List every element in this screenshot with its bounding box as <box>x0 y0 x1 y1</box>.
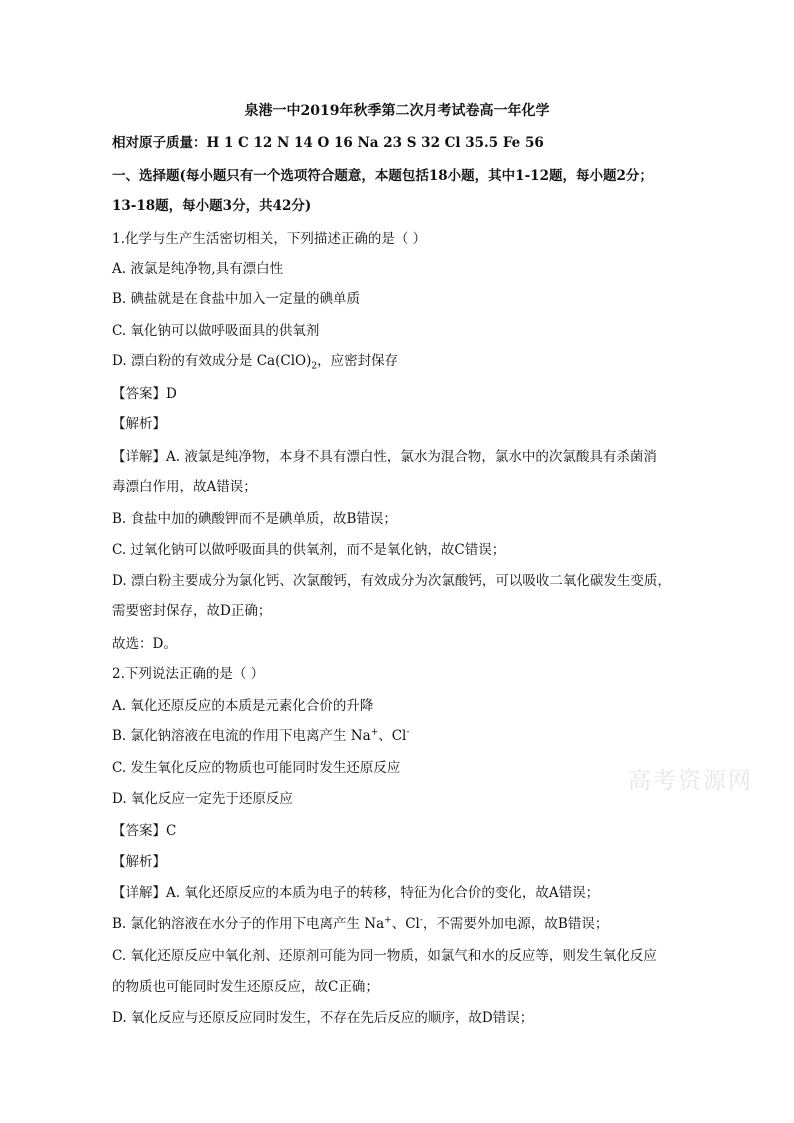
q2-analysis-heading: 【解析】 <box>112 854 166 870</box>
q2-option-b-text: B. 氯化钠溶液在电流的作用下电离产生 Na <box>112 728 371 744</box>
q1-option-c: C. 氧化钠可以做呼吸面具的供氧剂 <box>112 323 320 339</box>
page-title: 泉港一中2019年秋季第二次月考试卷高一年化学 <box>244 103 550 119</box>
q2-detail-line-1: 【详解】A. 氧化还原反应的本质为电子的转移，特征为化合价的变化，故A错误； <box>112 885 600 901</box>
q2-option-b-mid: 、Cl <box>378 728 407 744</box>
q1-option-a: A. 液氯是纯净物,具有漂白性 <box>112 261 284 277</box>
q2-detail-line-2-text: B. 氯化钠溶液在水分子的作用下电离产生 Na <box>112 916 385 932</box>
q2-option-c: C. 发生氧化反应的物质也可能同时发生还原反应 <box>112 760 401 776</box>
q1-option-d-tail: ，应密封保存 <box>317 353 399 369</box>
q1-detail-line-1: 【详解】A. 液氯是纯净物，本身不具有漂白性，氯水为混合物，氯水中的次氯酸具有杀菌消 <box>112 449 657 465</box>
q2-option-a: A. 氧化还原反应的本质是元素化合价的升降 <box>112 698 374 714</box>
q1-option-d <box>112 351 398 371</box>
q2-option-d: D. 氧化反应一定先于还原反应 <box>112 791 293 807</box>
q2-detail-line-2-sup-1: + <box>384 915 392 926</box>
q2-detail-line-4: 的物质也可能同时发生还原反应，故C正确； <box>112 979 379 995</box>
section-heading-line-1: 一、选择题(每小题只有一个选项符合题意，本题包括18小题，其中1-12题，每小题2分； <box>112 168 653 184</box>
q1-detail-line-3: B. 食盐中加的碘酸钾而不是碘单质，故B错误； <box>112 511 397 527</box>
q2-detail-line-3: C. 氧化还原反应中氧化剂、还原剂可能为同一物质，如氯气和水的反应等，则发生氧化反应 <box>112 948 657 964</box>
q1-conclusion: 故选：D。 <box>112 636 177 652</box>
q2-stem: 2.下列说法正确的是（ ） <box>112 666 265 682</box>
q1-option-d-subscript: 2 <box>311 361 318 372</box>
q1-stem: 1.化学与生产生活密切相关，下列描述正确的是（ ） <box>112 231 427 247</box>
section-heading-line-2: 13-18题，每小题3分，共42分) <box>112 198 312 214</box>
q2-option-b-sup-1: + <box>370 727 379 738</box>
atomic-mass-line: 相对原子质量：H 1 C 12 N 14 O 16 Na 23 S 32 Cl 35.5 Fe 56 <box>112 135 544 151</box>
q2-detail-line-2-mid: 、Cl <box>391 916 420 932</box>
q1-analysis-heading: 【解析】 <box>112 416 166 432</box>
q2-answer: 【答案】C <box>112 823 177 839</box>
q2-detail-line-2-tail: ，不需要外加电源，故B错误； <box>422 916 609 932</box>
q1-option-d-text: D. 漂白粉的有效成分是 Ca(ClO) <box>112 353 312 369</box>
q1-option-b: B. 碘盐就是在食盐中加入一定量的碘单质 <box>112 291 361 307</box>
q2-detail-line-2-sup-2: - <box>419 915 423 926</box>
q2-option-b-sup-2: - <box>406 727 410 738</box>
q1-detail-line-2: 毒漂白作用，故A错误； <box>112 479 257 495</box>
q2-detail-line-5: D. 氧化反应与还原反应同时发生，不存在先后反应的顺序，故D错误； <box>112 1010 534 1026</box>
q2-detail-line-2 <box>112 914 608 934</box>
q1-detail-line-5: D. 漂白粉主要成分为氯化钙、次氯酸钙，有效成分为次氯酸钙，可以吸收二氧化碳发生变质， <box>112 573 671 589</box>
watermark: 高考资源网 <box>628 768 753 794</box>
q1-detail-line-4: C. 过氧化钠可以做呼吸面具的供氧剂，而不是氧化钠，故C错误； <box>112 542 506 558</box>
q1-answer: 【答案】D <box>112 386 177 402</box>
q2-option-b <box>112 726 409 746</box>
q1-detail-line-6: 需要密封保存，故D正确； <box>112 603 272 619</box>
